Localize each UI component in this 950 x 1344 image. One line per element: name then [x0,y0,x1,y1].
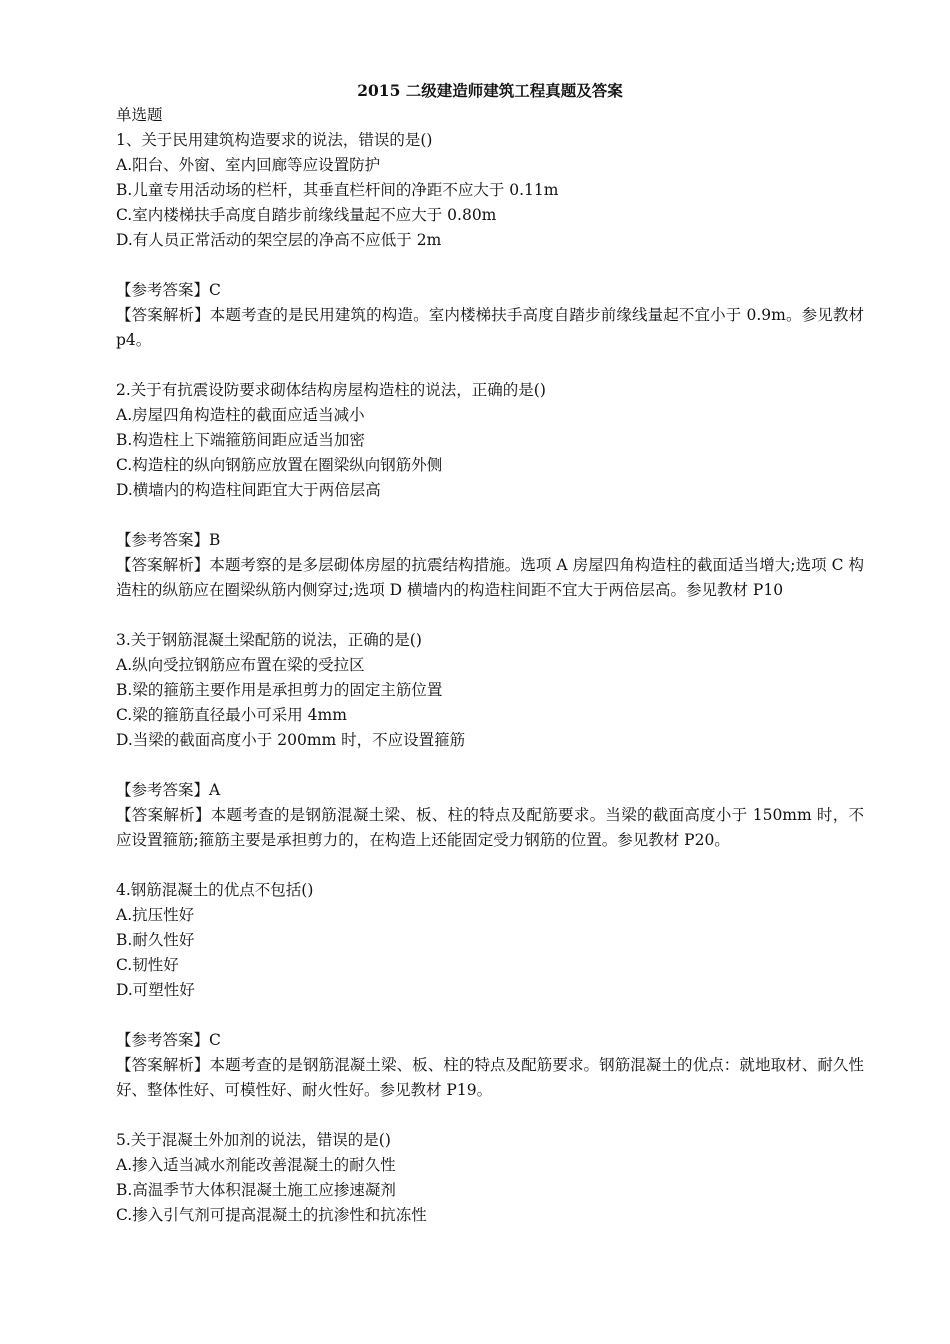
spacer [116,253,864,278]
question-5-option-a: A.掺入适当减水剂能改善混凝土的耐久性 [116,1156,396,1174]
question-4-option-b: B.耐久性好 [116,931,195,949]
question-4-analysis: 【答案解析】本题考查的是钢筋混凝土梁、板、柱的特点及配筋要求。钢筋混凝土的优点：就地取材、耐久性好、整体性好、可模性好、耐火性好。参见教材 P19。 [116,1056,864,1099]
question-5-stem: 5.关于混凝土外加剂的说法，错误的是() [116,1131,391,1149]
question-2-answer: 【参考答案】B [116,531,221,549]
question-1-answer: 【参考答案】C [116,281,221,299]
question-4-option-c: C.韧性好 [116,956,179,974]
document-title: 2015 二级建造师建筑工程真题及答案 [357,81,623,100]
question-2-option-b: B.构造柱上下端箍筋间距应适当加密 [116,431,365,449]
question-2-analysis: 【答案解析】本题考察的是多层砌体房屋的抗震结构措施。选项 A 房屋四角构造柱的截面适当增大;选项 C 构造柱的纵筋应在圈梁纵筋内侧穿过;选项 D 横墙内的构造柱间距不宜大于两倍层高。参见教材 P10 [116,556,864,599]
spacer [116,503,864,528]
question-2-option-c: C.构造柱的纵向钢筋应放置在圈梁纵向钢筋外侧 [116,456,443,474]
spacer [116,353,864,378]
section-heading: 单选题 [116,106,163,124]
question-2-stem: 2.关于有抗震设防要求砌体结构房屋构造柱的说法，正确的是() [116,381,546,399]
question-4-option-d: D.可塑性好 [116,981,195,999]
spacer [116,603,864,628]
question-3-option-b: B.梁的箍筋主要作用是承担剪力的固定主筋位置 [116,681,443,699]
question-3-answer: 【参考答案】A [116,781,221,799]
question-4-answer: 【参考答案】C [116,1031,221,1049]
question-3-stem: 3.关于钢筋混凝土梁配筋的说法，正确的是() [116,631,422,649]
document-page [116,78,864,1228]
question-3-option-d: D.当梁的截面高度小于 200mm 时，不应设置箍筋 [116,731,466,749]
question-4-option-a: A.抗压性好 [116,906,195,924]
question-5-option-c: C.掺入引气剂可提高混凝土的抗渗性和抗冻性 [116,1206,427,1224]
question-1-option-b: B.儿童专用活动场的栏杆，其垂直栏杆间的净距不应大于 0.11m [116,181,559,199]
question-1-option-c: C.室内楼梯扶手高度自踏步前缘线量起不应大于 0.80m [116,206,497,224]
question-1-option-d: D.有人员正常活动的架空层的净高不应低于 2m [116,231,442,249]
spacer [116,753,864,778]
question-3-option-c: C.梁的箍筋直径最小可采用 4mm [116,706,347,724]
question-5-option-b: B.高温季节大体积混凝土施工应掺速凝剂 [116,1181,396,1199]
question-3-option-a: A.纵向受拉钢筋应布置在梁的受拉区 [116,656,365,674]
question-1-option-a: A.阳台、外窗、室内回廊等应设置防护 [116,156,381,174]
spacer [116,853,864,878]
question-4-stem: 4.钢筋混凝土的优点不包括() [116,881,314,899]
spacer [116,1103,864,1128]
question-1-stem: 1、关于民用建筑构造要求的说法，错误的是() [116,131,433,149]
question-1-analysis: 【答案解析】本题考查的是民用建筑的构造。室内楼梯扶手高度自踏步前缘线量起不宜小于 0.9m。参见教材 p4。 [116,306,864,349]
question-3-analysis: 【答案解析】本题考查的是钢筋混凝土梁、板、柱的特点及配筋要求。当梁的截面高度小于 150mm 时，不应设置箍筋;箍筋主要是承担剪力的，在构造上还能固定受力钢筋的位置。参见教材 P20。 [116,806,864,849]
question-2-option-d: D.横墙内的构造柱间距宜大于两倍层高 [116,481,381,499]
spacer [116,1003,864,1028]
question-2-option-a: A.房屋四角构造柱的截面应适当减小 [116,406,365,424]
